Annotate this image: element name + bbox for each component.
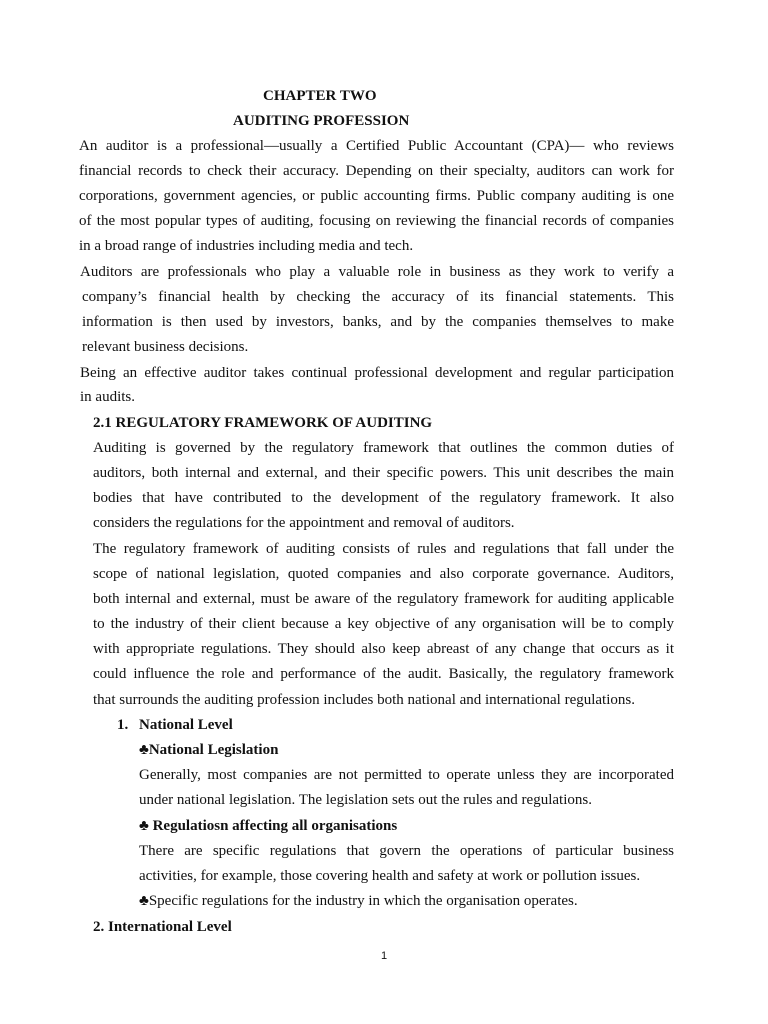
- paragraph-line: under national legislation. The legislation sets out the rules and regulations.: [139, 792, 592, 808]
- paragraph-line: of the most popular types of auditing, focusing on reviewing the financial records of companies: [79, 213, 674, 229]
- paragraph-line: bodies that have contributed to the development of the regulatory framework. It also: [93, 490, 674, 506]
- section-heading: 2.1 REGULATORY FRAMEWORK OF AUDITING: [93, 415, 433, 431]
- bullet-label: Regulatiosn affecting all organisations: [152, 818, 398, 834]
- paragraph-line: Generally, most companies are not permitted to operate unless they are incorporated: [139, 767, 674, 783]
- paragraph-line: could influence the role and performance of the audit. Basically, the regulatory framework: [93, 666, 674, 682]
- bullet-label: National Legislation: [148, 742, 279, 758]
- paragraph-line: that surrounds the auditing profession includes both national and international regulations.: [93, 692, 635, 708]
- paragraph-line: financial records to check their accuracy. Depending on their specialty, auditors can work for: [79, 163, 674, 179]
- paragraph-line: to the industry of their client because a key objective of any organisation will be to comply: [93, 616, 674, 632]
- paragraph-line: with appropriate regulations. They should also keep abreast of any change that occurs as it: [93, 641, 674, 657]
- bullet-item: [139, 741, 278, 759]
- bullet-item: [139, 817, 397, 835]
- paragraph-line: Auditors are professionals who play a valuable role in business as they work to verify a: [80, 264, 674, 280]
- paragraph-line: in audits.: [80, 389, 135, 405]
- paragraph-line: corporations, government agencies, or public accounting firms. Public company auditing is one: [79, 188, 674, 204]
- paragraph-line: information is then used by investors, banks, and by the companies themselves to make: [82, 314, 674, 330]
- paragraph-line: An auditor is a professional—usually a Certified Public Accountant (CPA)— who reviews: [79, 138, 674, 154]
- bullet-label: Specific regulations for the industry in which the organisation operates.: [148, 893, 578, 909]
- paragraph-line: considers the regulations for the appointment and removal of auditors.: [93, 515, 515, 531]
- paragraph-line: Auditing is governed by the regulatory framework that outlines the common duties of: [93, 440, 674, 456]
- bullet-item: [139, 892, 578, 910]
- paragraph-line: both internal and external, must be aware of the regulatory framework for auditing applicable: [93, 591, 674, 607]
- paragraph-line: The regulatory framework of auditing consists of rules and regulations that fall under the: [93, 541, 674, 557]
- paragraph-line: Being an effective auditor takes continual professional development and regular participation: [80, 365, 674, 381]
- list-item-international-level: 2. International Level: [93, 919, 232, 935]
- paragraph-line: auditors, both internal and external, and their specific powers. This unit describes the main: [93, 465, 674, 481]
- paragraph-line: in a broad range of industries including media and tech.: [79, 238, 414, 254]
- list-item-national-level: National Level: [139, 717, 233, 733]
- club-bullet-icon: ♣: [139, 742, 149, 758]
- paragraph-line: There are specific regulations that govern the operations of particular business: [139, 843, 674, 859]
- chapter-label: CHAPTER TWO: [263, 88, 377, 104]
- chapter-title: AUDITING PROFESSION: [233, 113, 410, 129]
- list-number: 1.: [117, 717, 129, 733]
- paragraph-line: scope of national legislation, quoted companies and also corporate governance. Auditors,: [93, 566, 674, 582]
- page-number: 1: [381, 950, 388, 962]
- club-bullet-icon: ♣: [139, 818, 149, 834]
- paragraph-line: relevant business decisions.: [82, 339, 249, 355]
- paragraph-line: company’s financial health by checking the accuracy of its financial statements. This: [82, 289, 674, 305]
- club-bullet-icon: ♣: [139, 893, 149, 909]
- paragraph-line: activities, for example, those covering health and safety at work or pollution issues.: [139, 868, 641, 884]
